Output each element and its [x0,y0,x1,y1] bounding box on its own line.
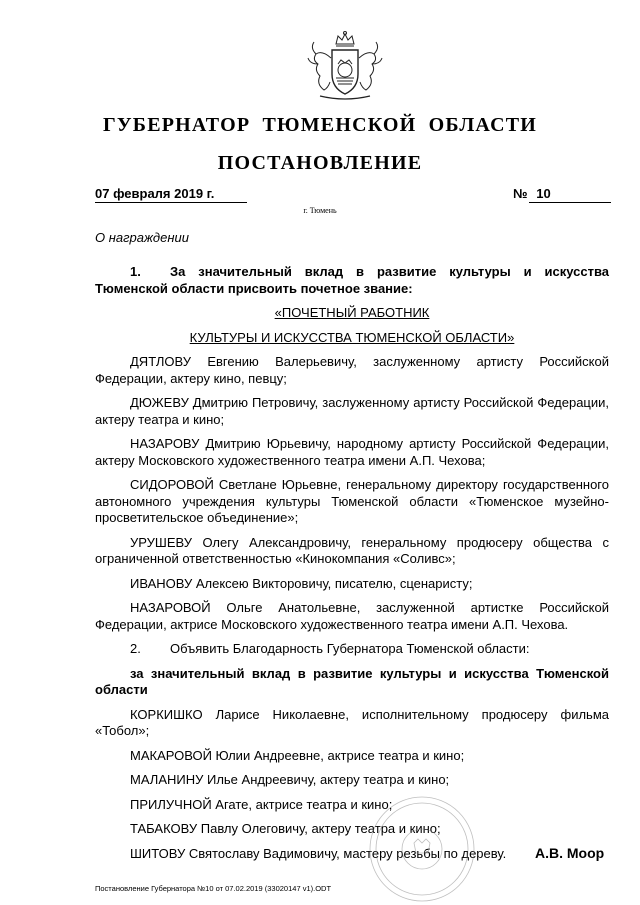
coat-of-arms-icon [300,30,390,102]
awardee: ШИТОВУ Святославу Вадимовичу, мастеру резьбы по дереву. [130,845,507,861]
document-body [95,264,609,870]
number-label: № [513,186,528,201]
awardee: НАЗАРОВОЙ Ольге Анатольевне, заслуженной артистке Российской Федерации, актрисе Московского художественного театра имени А.П. Чехова. [95,600,609,632]
awardee: НАЗАРОВУ Дмитрию Юрьевичу, народному артисту Российской Федерации, актеру Московского художественного театра имени А.П. Чехова; [95,436,609,468]
footer-note: Постановление Губернатора №10 от 07.02.2019 (33020147 v1).ODT [95,884,332,893]
section1-intro: 1. За значительный вклад в развитие культуры и искусства Тюменской области присвоить почетное звание: [95,264,609,296]
city: г. Тюмень [303,206,337,215]
section2-reason: за значительный вклад в развитие культуры и искусства Тюменской области [95,665,609,697]
awardee: ИВАНОВУ Алексею Викторовичу, писателю, сценаристу; [130,575,473,591]
section2-intro: 2. Объявить Благодарность Губернатора Тюменской области: [130,641,530,656]
document-type: ПОСТАНОВЛЕНИЕ [217,152,423,174]
document-subject: О награждении [95,230,189,245]
awardee: УРУШЕВУ Олегу Александровичу, генеральному продюсеру общества с ограниченной ответственностью «Кинокомпания «Соливс»; [95,534,609,566]
title-line-1: «ПОЧЕТНЫЙ РАБОТНИК [274,305,430,320]
document-number: 10 [529,186,611,203]
organization-title: ГУБЕРНАТОР ТЮМЕНСКОЙ ОБЛАСТИ [102,114,538,136]
awardee: ДЮЖЕВУ Дмитрию Петровичу, заслуженному артисту Российской Федерации, актеру театра и кино; [95,395,609,427]
official-stamp-icon [368,795,476,903]
awardee: ДЯТЛОВУ Евгению Валерьевичу, заслуженному артисту Российской Федерации, актеру кино, певцу; [95,354,609,386]
awardee: КОРКИШКО Ларисе Николаевне, исполнительному продюсеру фильма «Тобол»; [95,706,609,738]
awardee: МАЛАНИНУ Илье Андреевичу, актеру театра и кино; [130,772,450,787]
awardee: ТАБАКОВУ Павлу Олеговичу, актеру театра и кино; [130,821,441,836]
awardee: ПРИЛУЧНОЙ Агате, актрисе театра и кино; [130,796,393,812]
signature: А.В. Моор [535,845,605,861]
awardee: МАКАРОВОЙ Юлии Андреевне, актрисе театра и кино; [130,747,465,763]
document-date: 07 февраля 2019 г. [95,186,247,203]
title-line-2: КУЛЬТУРЫ И ИСКУССТВА ТЮМЕНСКОЙ ОБЛАСТИ» [189,329,515,345]
awardee: СИДОРОВОЙ Светлане Юрьевне, генеральному директору государственного автономного учреждения культуры Тюменской области «Тюменское музейно-просветительское объединение»; [95,477,609,525]
